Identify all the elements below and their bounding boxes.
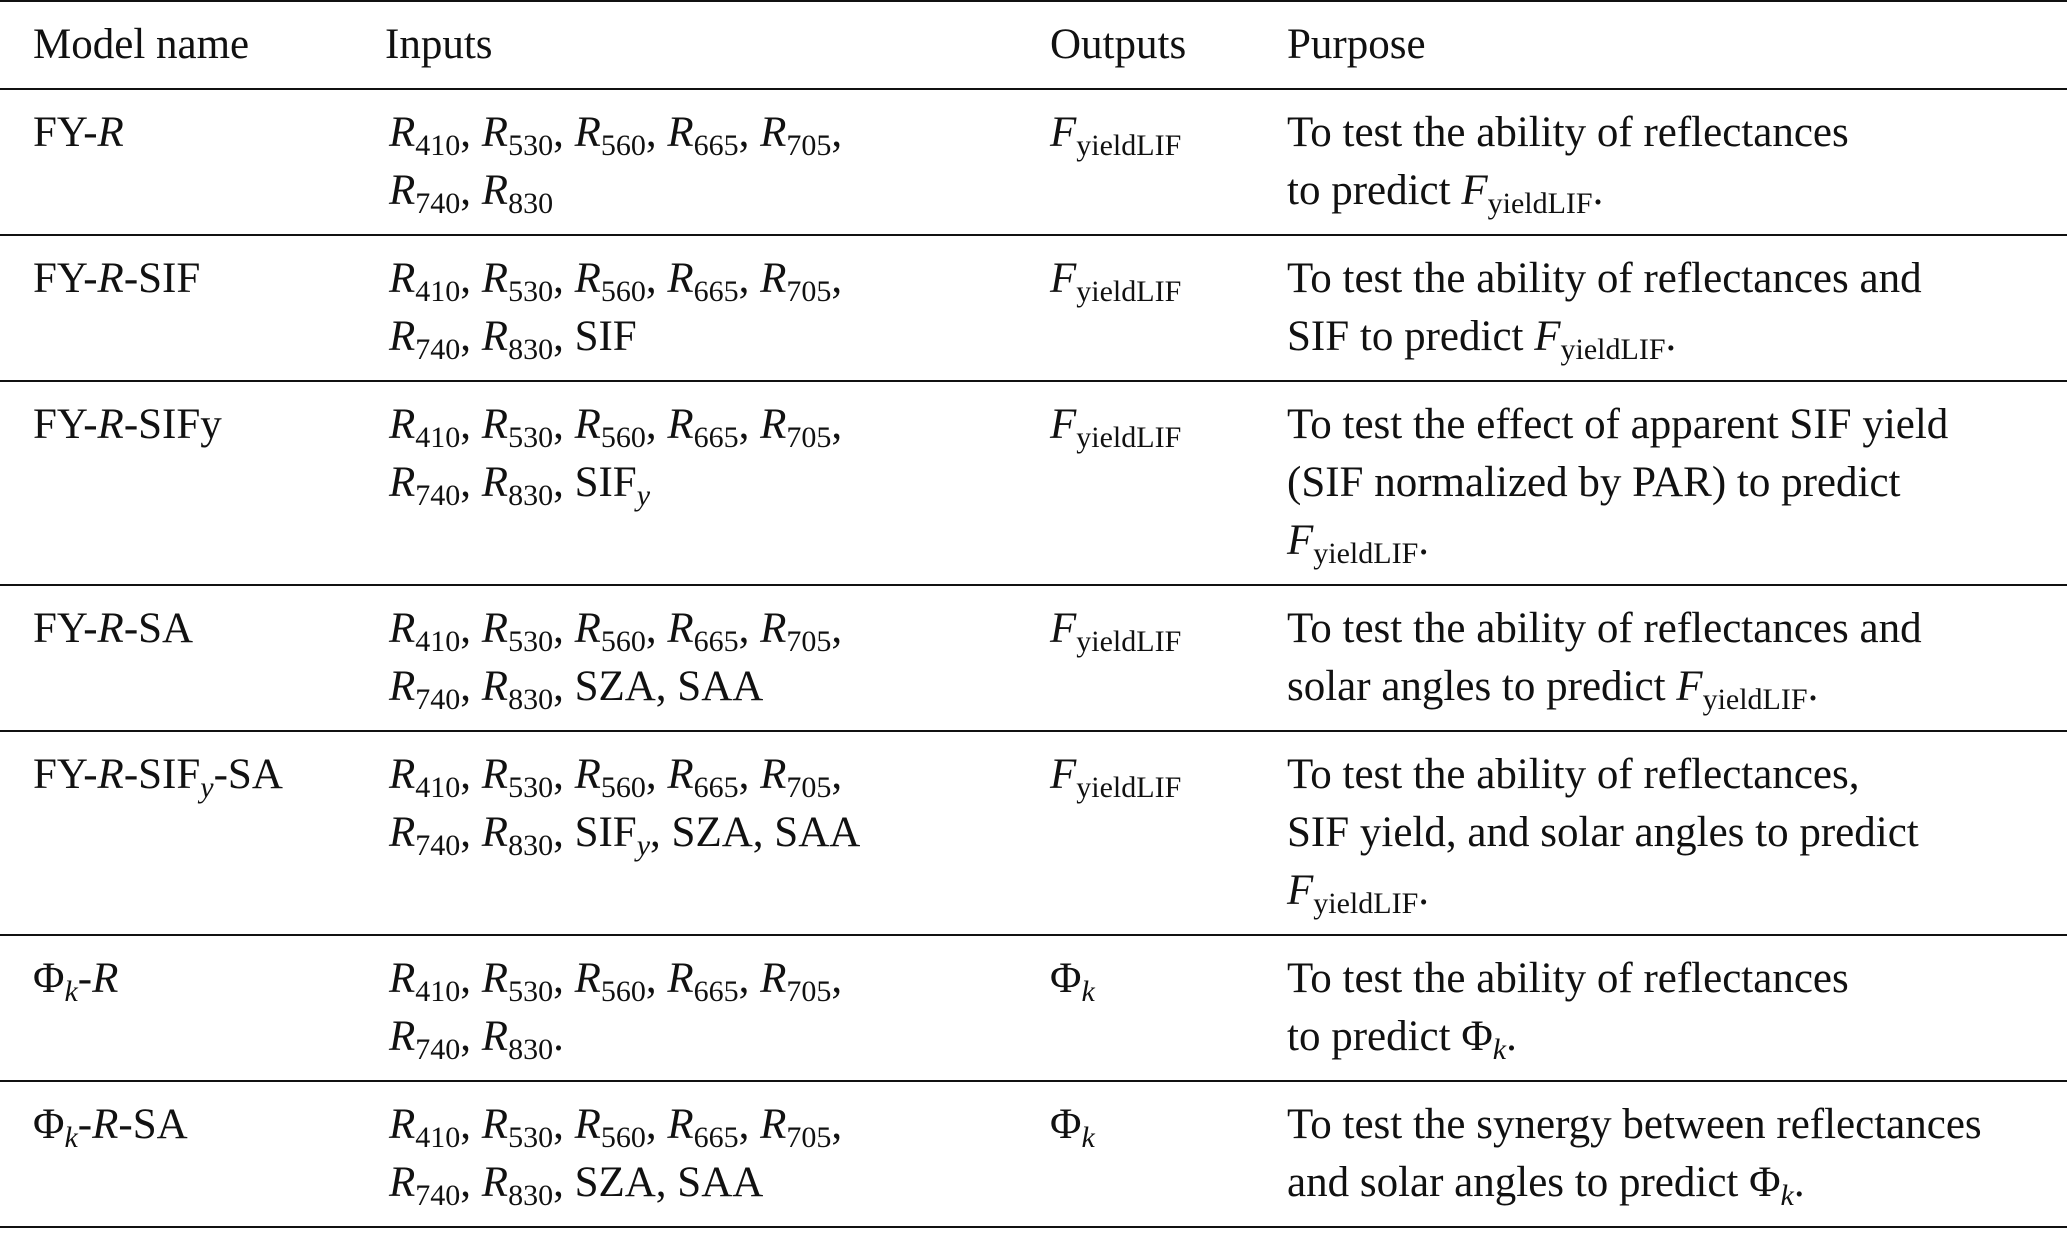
reflectance-symbol: R (481, 313, 509, 360)
model-var: R (97, 751, 124, 798)
purpose-line: $F_{yieldLIF}$. (1287, 867, 1430, 920)
reflectance-band: 705 (786, 625, 832, 658)
cell-inputs (385, 731, 1050, 935)
model-var: R (97, 605, 124, 652)
reflectance-symbol: R (389, 313, 416, 360)
fyield-subscript: yieldLIF (1076, 625, 1182, 658)
reflectance-band: 530 (508, 275, 554, 308)
reflectance-term (760, 751, 832, 804)
fyield-subscript: yieldLIF (1076, 275, 1182, 308)
reflectance-term (574, 605, 646, 658)
reflectance-term (481, 809, 554, 862)
reflectance-term (481, 401, 554, 454)
reflectance-term (760, 955, 832, 1008)
phi-k-term (1461, 1013, 1507, 1066)
reflectance-symbol: R (481, 955, 509, 1002)
reflectance-band: 410 (415, 975, 461, 1008)
inputs-line-1: $R_{410}$, $R_{530}$, $R_{560}$, $R_{665}$, $R_{705}$, (389, 751, 843, 804)
reflectance-symbol: R (481, 1159, 509, 1206)
reflectance-band: 530 (508, 1121, 554, 1154)
header-purpose: Purpose (1287, 21, 1426, 68)
inputs-line-2: $R_{740}$, $R_{830}$ (389, 167, 554, 220)
cell-inputs (385, 89, 1050, 235)
phi-k-term (1050, 955, 1095, 1008)
purpose-line: (SIF normalized by PAR) to predict (1287, 459, 1901, 506)
cell-purpose (1287, 89, 2067, 235)
reflectance-symbol: R (574, 109, 601, 156)
fyield-subscript: yieldLIF (1076, 771, 1182, 804)
reflectance-symbol: R (389, 459, 416, 506)
reflectance-term (667, 605, 739, 658)
reflectance-band: 830 (508, 1179, 554, 1212)
phi-subscript: k (1492, 1033, 1507, 1066)
reflectance-symbol: R (481, 1101, 509, 1148)
cell-model-name: FY-R-SA (33, 605, 194, 652)
reflectance-band: 830 (508, 829, 554, 862)
model-var: R (92, 955, 119, 1002)
phi-k-term (1050, 1101, 1095, 1154)
reflectance-symbol: R (389, 809, 416, 856)
model-var: R (97, 109, 124, 156)
purpose-line: To test the ability of reflectances and (1287, 605, 1922, 652)
reflectance-symbol: R (667, 605, 694, 652)
cell-outputs (1050, 381, 1287, 585)
reflectance-symbol: R (389, 401, 416, 448)
reflectance-band: 665 (693, 1121, 739, 1154)
reflectance-term (389, 809, 461, 862)
fyield-term (1461, 167, 1593, 220)
phi-subscript: k (1081, 1121, 1095, 1154)
cell-outputs (1050, 585, 1287, 731)
reflectance-symbol: R (667, 255, 694, 302)
purpose-line: To test the ability of reflectances, (1287, 751, 1860, 798)
reflectance-band: 740 (415, 333, 461, 366)
reflectance-symbol: R (667, 1101, 694, 1148)
inputs-line-2: $R_{740}$, $R_{830}$, $SIF_y$ (389, 459, 651, 512)
reflectance-band: 830 (508, 187, 554, 220)
reflectance-symbol: R (481, 255, 509, 302)
cell-model-name: $\Phi_k-R$ (33, 955, 119, 1008)
fyield-symbol: F (1050, 109, 1077, 156)
fyield-subscript: yieldLIF (1076, 129, 1182, 162)
reflectance-symbol: R (760, 605, 787, 652)
fyield-symbol: F (1050, 751, 1077, 798)
table-row (0, 585, 2067, 731)
inputs-line-2: $R_{740}$, $R_{830}$. (389, 1013, 564, 1066)
reflectance-symbol: R (389, 1101, 416, 1148)
reflectance-symbol: R (574, 605, 601, 652)
inputs-line-2: $R_{740}$, $R_{830}$, SZA, SAA (389, 1159, 764, 1212)
cell-model-name: FY-R (33, 109, 124, 156)
purpose-line: to predict $F_{yieldLIF}$. (1287, 167, 1604, 220)
reflectance-symbol: R (389, 605, 416, 652)
reflectance-term (667, 751, 739, 804)
reflectance-term (574, 109, 646, 162)
reflectance-band: 410 (415, 771, 461, 804)
inputs-line-1: $R_{410}$, $R_{530}$, $R_{560}$, $R_{665}$, $R_{705}$, (389, 255, 843, 308)
cell-outputs (1050, 935, 1287, 1081)
cell-model-name: FY-R-SIFy (33, 401, 222, 448)
reflectance-symbol: R (389, 1013, 416, 1060)
phi-subscript: k (64, 1121, 78, 1154)
table-row (0, 89, 2067, 235)
reflectance-band: 560 (600, 421, 646, 454)
reflectance-band: 530 (508, 771, 554, 804)
reflectance-symbol: R (574, 955, 601, 1002)
table-row (0, 1081, 2067, 1227)
phi-symbol: Φ (1050, 955, 1082, 1002)
reflectance-band: 560 (600, 1121, 646, 1154)
reflectance-band: 740 (415, 1033, 461, 1066)
reflectance-term (389, 109, 461, 162)
reflectance-symbol: R (481, 109, 509, 156)
reflectance-term (667, 955, 739, 1008)
reflectance-term (760, 1101, 832, 1154)
reflectance-term (667, 109, 739, 162)
reflectance-band: 530 (508, 625, 554, 658)
cell-outputs (1050, 235, 1287, 381)
reflectance-term (667, 1101, 739, 1154)
reflectance-term (389, 751, 461, 804)
reflectance-symbol: R (760, 401, 787, 448)
reflectance-symbol: R (481, 401, 509, 448)
reflectance-band: 705 (786, 975, 832, 1008)
purpose-line: To test the ability of reflectances and (1287, 255, 1922, 302)
model-var: R (92, 1101, 119, 1148)
model-subscript: y (200, 771, 214, 804)
reflectance-symbol: R (481, 459, 509, 506)
phi-symbol: Φ (33, 955, 65, 1002)
cell-outputs (1050, 1081, 1287, 1227)
phi-subscript: k (1081, 975, 1095, 1008)
reflectance-term (574, 751, 646, 804)
reflectance-symbol: R (389, 1159, 416, 1206)
reflectance-band: 560 (600, 625, 646, 658)
inputs-line-2: $R_{740}$, $R_{830}$, SIF (389, 313, 637, 366)
fyield-subscript: yieldLIF (1076, 421, 1182, 454)
reflectance-term (481, 605, 554, 658)
cell-outputs (1050, 731, 1287, 935)
fyield-subscript: yieldLIF (1313, 537, 1419, 570)
cell-model-name: $\Phi_k-R-SA$ (33, 1101, 188, 1154)
reflectance-symbol: R (389, 751, 416, 798)
reflectance-band: 830 (508, 1033, 554, 1066)
cell-inputs (385, 585, 1050, 731)
reflectance-symbol: R (760, 1101, 787, 1148)
header-model-name: Model name (33, 21, 250, 68)
reflectance-term (760, 401, 832, 454)
reflectance-band: 530 (508, 975, 554, 1008)
reflectance-symbol: R (481, 1013, 509, 1060)
purpose-line: and solar angles to predict $\Phi_k$. (1287, 1159, 1805, 1212)
reflectance-band: 410 (415, 421, 461, 454)
reflectance-band: 410 (415, 129, 461, 162)
reflectance-symbol: R (389, 167, 416, 214)
reflectance-term (389, 401, 461, 454)
fyield-term (1050, 109, 1182, 162)
reflectance-band: 665 (693, 275, 739, 308)
reflectance-symbol: R (667, 955, 694, 1002)
reflectance-term (389, 313, 461, 366)
reflectance-band: 705 (786, 129, 832, 162)
cell-purpose (1287, 235, 2067, 381)
reflectance-term (667, 255, 739, 308)
reflectance-term (760, 605, 832, 658)
reflectance-term (760, 109, 832, 162)
reflectance-term (389, 663, 461, 716)
fyield-symbol: F (1050, 605, 1077, 652)
inputs-line-1: $R_{410}$, $R_{530}$, $R_{560}$, $R_{665}$, $R_{705}$, (389, 1101, 843, 1154)
phi-k-term (1749, 1159, 1794, 1212)
reflectance-symbol: R (760, 955, 787, 1002)
reflectance-band: 665 (693, 129, 739, 162)
reflectance-symbol: R (760, 751, 787, 798)
phi-symbol: Φ (33, 1101, 65, 1148)
cell-inputs (385, 235, 1050, 381)
reflectance-band: 560 (600, 771, 646, 804)
reflectance-band: 705 (786, 275, 832, 308)
reflectance-band: 740 (415, 683, 461, 716)
cell-inputs (385, 381, 1050, 585)
purpose-line: To test the ability of reflectances (1287, 109, 1849, 156)
cell-inputs (385, 935, 1050, 1081)
purpose-line: to predict $\Phi_k$. (1287, 1013, 1517, 1066)
reflectance-symbol: R (389, 663, 416, 710)
inputs-line-1: $R_{410}$, $R_{530}$, $R_{560}$, $R_{665}$, $R_{705}$, (389, 605, 843, 658)
cell-inputs (385, 1081, 1050, 1227)
reflectance-band: 740 (415, 829, 461, 862)
fyield-symbol: F (1676, 663, 1703, 710)
purpose-line: $F_{yieldLIF}$. (1287, 517, 1430, 570)
fyield-term (1534, 313, 1666, 366)
fyield-term (1287, 867, 1419, 920)
purpose-line: SIF to predict $F_{yieldLIF}$. (1287, 313, 1677, 366)
inputs-line-1: $R_{410}$, $R_{530}$, $R_{560}$, $R_{665}$, $R_{705}$, (389, 109, 843, 162)
table-row (0, 235, 2067, 381)
reflectance-band: 830 (508, 683, 554, 716)
reflectance-symbol: R (667, 401, 694, 448)
reflectance-symbol: R (481, 663, 509, 710)
model-var: R (97, 401, 124, 448)
inputs-line-1: $R_{410}$, $R_{530}$, $R_{560}$, $R_{665}$, $R_{705}$, (389, 955, 843, 1008)
phi-symbol: Φ (1749, 1159, 1781, 1206)
header-inputs: Inputs (385, 21, 493, 68)
phi-subscript: k (64, 975, 78, 1008)
cell-purpose (1287, 935, 2067, 1081)
reflectance-band: 665 (693, 975, 739, 1008)
reflectance-band: 665 (693, 421, 739, 454)
reflectance-symbol: R (389, 109, 416, 156)
fyield-term (1050, 401, 1182, 454)
fyield-subscript: yieldLIF (1560, 333, 1666, 366)
reflectance-term (481, 1159, 554, 1212)
purpose-line: To test the synergy between reflectances (1287, 1101, 1982, 1148)
reflectance-term (389, 459, 461, 512)
reflectance-band: 530 (508, 421, 554, 454)
reflectance-term (389, 255, 461, 308)
reflectance-band: 410 (415, 1121, 461, 1154)
cell-outputs (1050, 89, 1287, 235)
fyield-term (1676, 663, 1808, 716)
reflectance-band: 410 (415, 625, 461, 658)
sif-subscript: y (636, 829, 651, 862)
reflectance-term (574, 955, 646, 1008)
table-row (0, 381, 2067, 585)
reflectance-band: 560 (600, 975, 646, 1008)
inputs-line-2: $R_{740}$, $R_{830}$, SZA, SAA (389, 663, 764, 716)
fyield-term (1287, 517, 1419, 570)
reflectance-symbol: R (667, 751, 694, 798)
reflectance-symbol: R (574, 751, 601, 798)
cell-purpose (1287, 381, 2067, 585)
cell-purpose (1287, 731, 2067, 935)
reflectance-term (389, 167, 461, 220)
reflectance-symbol: R (481, 605, 509, 652)
fyield-subscript: yieldLIF (1487, 187, 1593, 220)
reflectance-band: 740 (415, 1179, 461, 1212)
phi-subscript: k (1780, 1179, 1794, 1212)
fyield-term (1050, 751, 1182, 804)
reflectance-band: 740 (415, 187, 461, 220)
fyield-symbol: F (1461, 167, 1488, 214)
fyield-symbol: F (1050, 401, 1077, 448)
reflectance-symbol: R (481, 167, 509, 214)
reflectance-band: 665 (693, 625, 739, 658)
reflectance-band: 410 (415, 275, 461, 308)
cell-model-name: FY-R-SIF (33, 255, 201, 302)
phi-symbol: Φ (1050, 1101, 1082, 1148)
reflectance-term (389, 1159, 461, 1212)
reflectance-term (389, 1013, 461, 1066)
reflectance-band: 705 (786, 1121, 832, 1154)
fyield-subscript: yieldLIF (1313, 887, 1419, 920)
reflectance-term (481, 313, 554, 366)
reflectance-band: 560 (600, 275, 646, 308)
reflectance-term (481, 1013, 554, 1066)
reflectance-term (760, 255, 832, 308)
cell-purpose (1287, 1081, 2067, 1227)
purpose-line: solar angles to predict $F_{yieldLIF}$. (1287, 663, 1819, 716)
fyield-term (1050, 255, 1182, 308)
reflectance-symbol: R (481, 751, 509, 798)
reflectance-term (481, 663, 554, 716)
reflectance-symbol: R (574, 1101, 601, 1148)
phi-symbol: Φ (1461, 1013, 1493, 1060)
header-outputs: Outputs (1050, 21, 1187, 68)
cell-model-name: $FY-R-SIF_y-SA$ (33, 751, 283, 804)
reflectance-term (667, 401, 739, 454)
fyield-term (1050, 605, 1182, 658)
purpose-line: To test the ability of reflectances (1287, 955, 1849, 1002)
reflectance-term (481, 459, 554, 512)
fyield-symbol: F (1287, 517, 1314, 564)
reflectance-band: 705 (786, 771, 832, 804)
sif-subscript: y (636, 479, 651, 512)
reflectance-symbol: R (760, 109, 787, 156)
phi-k-term (33, 1101, 78, 1154)
reflectance-band: 830 (508, 333, 554, 366)
fyield-symbol: F (1287, 867, 1314, 914)
header-row (0, 1, 2067, 89)
fyield-subscript: yieldLIF (1702, 683, 1808, 716)
model-var: R (97, 255, 124, 302)
reflectance-symbol: R (574, 255, 601, 302)
reflectance-symbol: R (760, 255, 787, 302)
reflectance-symbol: R (389, 255, 416, 302)
reflectance-band: 830 (508, 479, 554, 512)
reflectance-term (574, 255, 646, 308)
reflectance-term (574, 1101, 646, 1154)
table-row (0, 935, 2067, 1081)
reflectance-term (481, 167, 554, 220)
reflectance-term (389, 1101, 461, 1154)
fyield-symbol: F (1534, 313, 1561, 360)
cell-purpose (1287, 585, 2067, 731)
reflectance-band: 705 (786, 421, 832, 454)
reflectance-symbol: R (667, 109, 694, 156)
reflectance-term (481, 955, 554, 1008)
table-row (0, 731, 2067, 935)
reflectance-symbol: R (481, 809, 509, 856)
reflectance-band: 560 (600, 129, 646, 162)
reflectance-band: 665 (693, 771, 739, 804)
reflectance-term (481, 751, 554, 804)
reflectance-term (389, 605, 461, 658)
reflectance-term (574, 401, 646, 454)
reflectance-symbol: R (389, 955, 416, 1002)
reflectance-term (481, 1101, 554, 1154)
reflectance-symbol: R (574, 401, 601, 448)
reflectance-term (481, 255, 554, 308)
purpose-line: To test the effect of apparent SIF yield (1287, 401, 1949, 448)
fyield-symbol: F (1050, 255, 1077, 302)
reflectance-band: 740 (415, 479, 461, 512)
reflectance-term (389, 955, 461, 1008)
inputs-line-2: $R_{740}$, $R_{830}$, $SIF_y$, SZA, SAA (389, 809, 861, 862)
reflectance-band: 530 (508, 129, 554, 162)
purpose-line: SIF yield, and solar angles to predict (1287, 809, 1919, 856)
reflectance-term (481, 109, 554, 162)
inputs-line-1: $R_{410}$, $R_{530}$, $R_{560}$, $R_{665}$, $R_{705}$, (389, 401, 843, 454)
